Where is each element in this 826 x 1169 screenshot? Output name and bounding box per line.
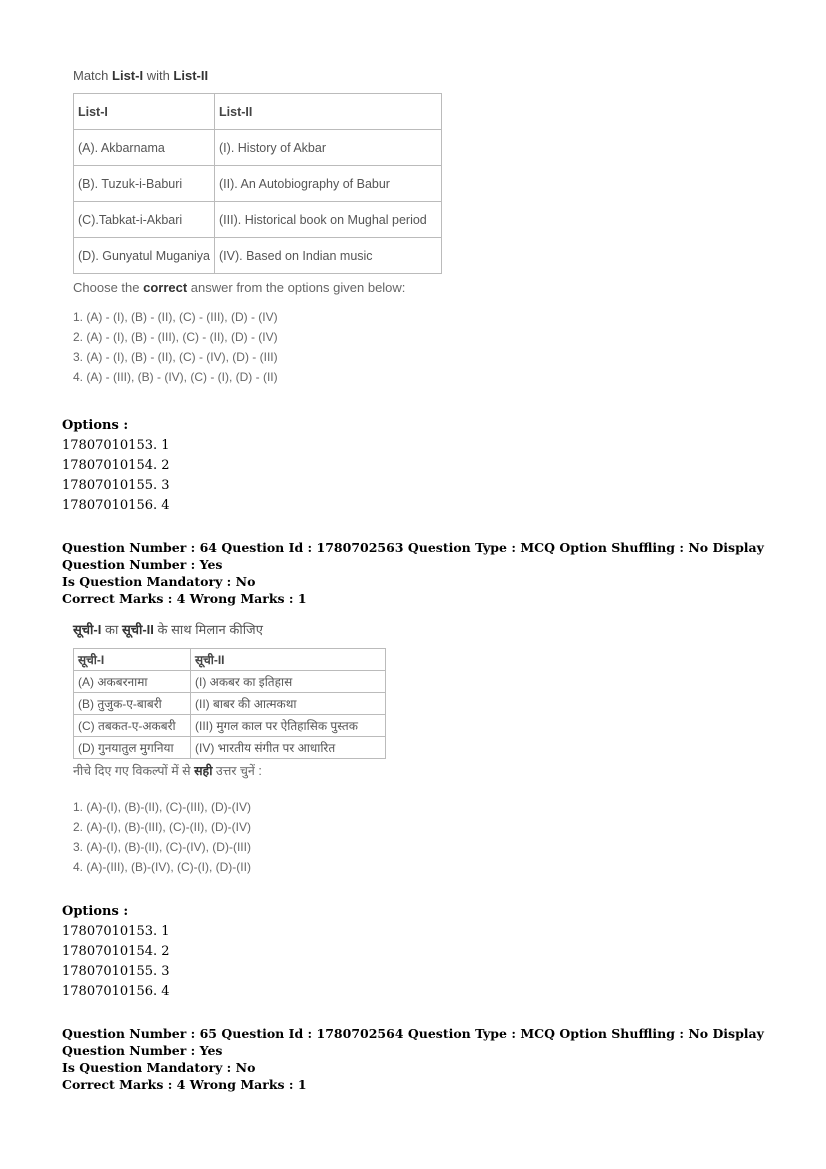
answer-item: 2. (A)-(I), (B)-(III), (C)-(II), (D)-(IV): [73, 820, 251, 834]
table-cell: (B) तुजुक-ए-बाबरी: [74, 693, 191, 715]
match-instruction: सूची-I का सूची-II के साथ मिलान कीजिए: [73, 622, 263, 637]
question-meta-line: Question Number : 64 Question Id : 1780702563 Question Type : MCQ Option Shuffling : No Display Question Number : Yes: [62, 540, 764, 572]
table-cell: (D). Gunyatul Muganiya: [74, 238, 215, 274]
match-table: [73, 93, 442, 274]
answer-item: 3. (A)-(I), (B)-(II), (C)-(IV), (D)-(III): [73, 840, 251, 854]
option-item: 17807010153. 1: [62, 438, 170, 453]
match-table: [73, 648, 386, 759]
option-item: 17807010156. 4: [62, 984, 170, 999]
question-meta: [62, 1025, 782, 1093]
options-label: Options :: [62, 904, 129, 919]
table-cell: (A). Akbarnama: [74, 130, 215, 166]
table-cell: (D) गुनयातुल मुगनिया: [74, 737, 191, 759]
question-image-english: [73, 68, 442, 387]
answer-list: [73, 307, 442, 387]
choose-instruction: नीचे दिए गए विकल्पों में से सही उत्तर चुनें :: [73, 764, 262, 778]
table-row: [74, 737, 386, 759]
answer-item: 4. (A) - (III), (B) - (IV), (C) - (I), (D) - (II): [73, 370, 278, 384]
options-label: Options :: [62, 418, 129, 433]
answer-item: 2. (A) - (I), (B) - (III), (C) - (II), (D) - (IV): [73, 330, 278, 344]
question-meta-line: Question Number : 65 Question Id : 1780702564 Question Type : MCQ Option Shuffling : No Display Question Number : Yes: [62, 1026, 764, 1058]
option-item: 17807010154. 2: [62, 458, 170, 473]
table-row: [74, 693, 386, 715]
table-header-cell: List-I: [74, 94, 215, 130]
table-row: [74, 238, 442, 274]
question-meta-line: Is Question Mandatory : No: [62, 1060, 256, 1075]
table-cell: (II). An Autobiography of Babur: [215, 166, 442, 202]
answer-item: 1. (A)-(I), (B)-(II), (C)-(III), (D)-(IV): [73, 800, 251, 814]
answer-item: 1. (A) - (I), (B) - (II), (C) - (III), (D) - (IV): [73, 310, 278, 324]
choose-instruction: Choose the correct answer from the options given below:: [73, 280, 406, 295]
table-cell: (IV). Based on Indian music: [215, 238, 442, 274]
table-cell: (I) अकबर का इतिहास: [191, 671, 386, 693]
table-cell: (III). Historical book on Mughal period: [215, 202, 442, 238]
answer-item: 3. (A) - (I), (B) - (II), (C) - (IV), (D) - (III): [73, 350, 278, 364]
table-cell: (II) बाबर की आत्मकथा: [191, 693, 386, 715]
table-row: [74, 166, 442, 202]
option-item: 17807010155. 3: [62, 964, 170, 979]
table-cell: (III) मुगल काल पर ऐतिहासिक पुस्तक: [191, 715, 386, 737]
option-item: 17807010154. 2: [62, 944, 170, 959]
table-cell: (IV) भारतीय संगीत पर आधारित: [191, 737, 386, 759]
option-item: 17807010156. 4: [62, 498, 170, 513]
option-item: 17807010153. 1: [62, 924, 170, 939]
table-cell: (C) तबकत-ए-अकबरी: [74, 715, 191, 737]
question-meta: [62, 539, 782, 607]
table-header-row: [74, 94, 442, 130]
answer-list: [73, 797, 386, 877]
match-instruction: Match List-I with List-II: [73, 68, 209, 83]
table-row: [74, 130, 442, 166]
table-header-cell: सूची-I: [74, 649, 191, 671]
table-row: [74, 671, 386, 693]
marks-line: Correct Marks : 4 Wrong Marks : 1: [62, 1077, 307, 1092]
options-block: [62, 902, 170, 1002]
table-cell: (A) अकबरनामा: [74, 671, 191, 693]
table-header-cell: सूची-II: [191, 649, 386, 671]
table-header-cell: List-II: [215, 94, 442, 130]
table-header-row: [74, 649, 386, 671]
options-block: [62, 416, 170, 516]
marks-line: Correct Marks : 4 Wrong Marks : 1: [62, 591, 307, 606]
question-meta-line: Is Question Mandatory : No: [62, 574, 256, 589]
question-image-hindi: [73, 620, 386, 877]
table-row: [74, 715, 386, 737]
table-cell: (I). History of Akbar: [215, 130, 442, 166]
table-cell: (B). Tuzuk-i-Baburi: [74, 166, 215, 202]
answer-item: 4. (A)-(III), (B)-(IV), (C)-(I), (D)-(II): [73, 860, 251, 874]
table-cell: (C).Tabkat-i-Akbari: [74, 202, 215, 238]
option-item: 17807010155. 3: [62, 478, 170, 493]
table-row: [74, 202, 442, 238]
